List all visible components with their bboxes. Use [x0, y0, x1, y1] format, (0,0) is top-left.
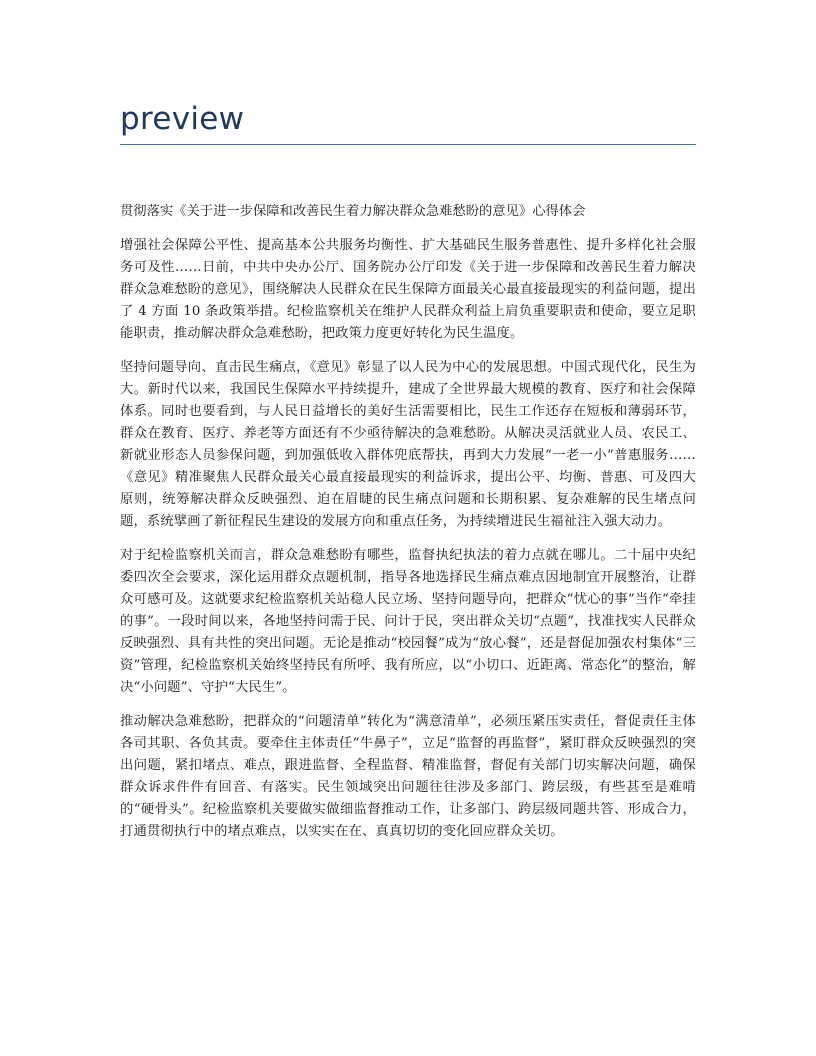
paragraph-2: 坚持问题导向、直击民生痛点，《意见》彰显了以人民为中心的发展思想。中国式现代化，民生为大。新时代以来，我国民生保障水平持续提升，建成了全世界最大规模的教育、医疗和社会保障体系。同时也要看到，与人民日益增长的美好生活需要相比，民生工作还存在短板和薄弱环节，群众在教育、医疗、养老等方面还有不少亟待解决的急难愁盼。从解决灵活就业人员、农民工、新就业形态人员参保问题，到加强低收入群体兜底帮扶，再到大力发展“一老一小”普惠服务……《意见》精准聚焦人民群众最关心最直接最现实的利益诉求，提出公平、均衡、普惠、可及四大原则，统筹解决群众反映强烈、迫在眉睫的民生痛点问题和长期积累、复杂难解的民生堵点问题，系统擘画了新征程民生建设的发展方向和重点任务，为持续增进民生福祉注入强大动力。	[120, 360, 696, 529]
title-divider	[120, 144, 696, 145]
document-subtitle: 贯彻落实《关于进一步保障和改善民生着力解决群众急难愁盼的意见》心得体会	[120, 204, 586, 219]
paragraph-4: 推动解决急难愁盼，把群众的“问题清单”转化为“满意清单”，必须压紧压实责任，督促责任主体各司其职、各负其责。要牵住主体责任“牛鼻子”，立足“监督的再监督”，紧盯群众反映强烈的突出问题，紧扣堵点、难点，跟进监督、全程监督、精准监督，督促有关部门切实解决问题，确保群众诉求件件有回音、有落实。民生领域突出问题往往涉及多部门、跨层级，有些甚至是难啃的“硬骨头”。纪检监察机关要做实做细监督推动工作，让多部门、跨层级同题共答、形成合力，打通贯彻执行中的堵点难点，以实实在在、真真切切的变化回应群众关切。	[120, 714, 696, 839]
document-page	[120, 96, 696, 843]
paragraph-3: 对于纪检监察机关而言，群众急难愁盼有哪些，监督执纪执法的着力点就在哪儿。二十届中央纪委四次全会要求，深化运用群众点题机制，指导各地选择民生痛点难点因地制宜开展整治，让群众可感可及。这就要求纪检监察机关站稳人民立场、坚持问题导向，把群众“忧心的事”当作“牵挂的事”。一段时间以来，各地坚持问需于民、问计于民，突出群众关切“点题”，找准找实人民群众反映强烈、具有共性的突出问题。无论是推动“校园餐”成为“放心餐”，还是督促加强农村集体“三资”管理，纪检监察机关始终坚持民有所呼、我有所应，以“小切口、近距离、常态化”的整治，解决“小问题”、守护“大民生”。	[120, 548, 696, 695]
page-title: preview	[120, 101, 245, 137]
paragraph-1: 增强社会保障公平性、提高基本公共服务均衡性、扩大基础民生服务普惠性、提升多样化社会服务可及性……日前，中共中央办公厅、国务院办公厅印发《关于进一步保障和改善民生着力解决群众急难愁盼的意见》，围绕解决人民群众在民生保障方面最关心最直接最现实的利益问题，提出了 4 方面 10 条政策举措。纪检监察机关在维护人民群众利益上肩负重要职责和使命，要立足职能职责，推动解决群众急难愁盼，把政策力度更好转化为民生温度。	[120, 238, 696, 341]
